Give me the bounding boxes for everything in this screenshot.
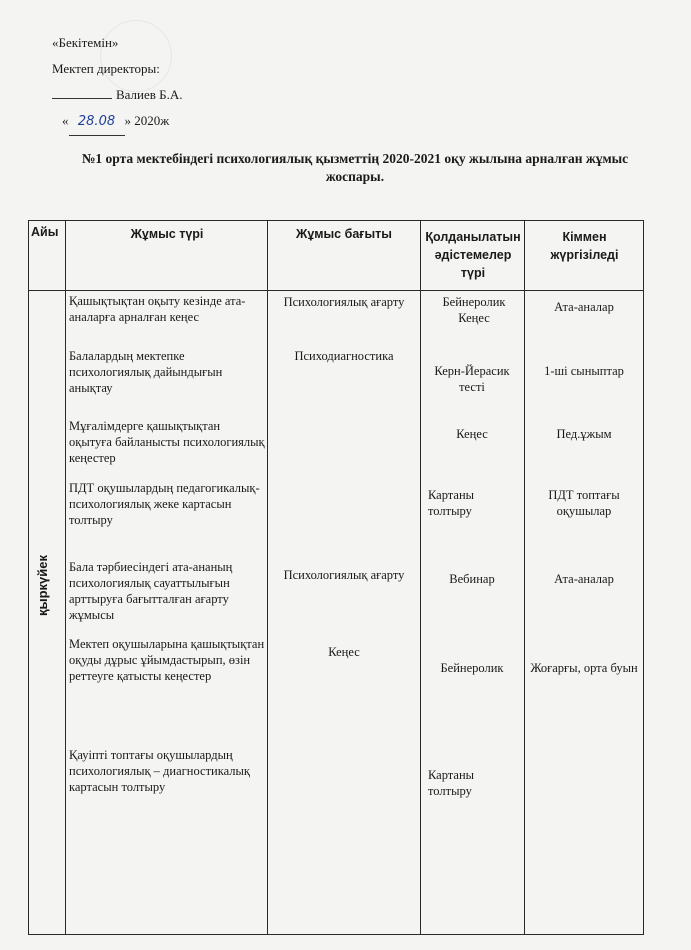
row5-audience: Ата-аналар xyxy=(554,572,614,586)
month-cell xyxy=(30,530,54,640)
row4-method: Картаны толтыру xyxy=(428,488,475,518)
signer-name: Валиев Б.А. xyxy=(116,87,183,102)
row4-work-type: ПДТ оқушылардың педагогикалық-психологиялық жеке картасын толтыру xyxy=(69,481,260,527)
header-methods: Қолданылатын әдістемелер түрі xyxy=(425,230,521,280)
row7-method: Картаны толтыру xyxy=(428,768,475,798)
date-suffix: » 2020ж xyxy=(124,113,170,128)
signer-line xyxy=(52,82,183,108)
row6-direction: Кеңес xyxy=(328,645,360,659)
header-direction: Жұмыс бағыты xyxy=(296,227,392,241)
signature-line xyxy=(52,86,112,99)
header-audience: Кіммен жүргізіледі xyxy=(550,230,619,262)
approve-label: «Бекітемін» xyxy=(52,35,119,50)
row6-work-type: Мектеп оқушыларына қашықтықтан оқуды дұрыс ұйымдастырып, өзін реттеуге қатысты кеңестер xyxy=(69,637,265,683)
handwritten-date: 28.08 xyxy=(69,109,125,136)
row1-audience: Ата-аналар xyxy=(554,300,614,314)
row5-method: Вебинар xyxy=(449,572,495,586)
row5-direction: Психологиялық ағарту xyxy=(283,568,405,582)
header-work-type: Жұмыс түрі xyxy=(130,227,204,241)
director-role: Мектеп директоры: xyxy=(52,61,160,76)
row6-audience: Жоғарғы, орта буын xyxy=(530,661,638,675)
row1-method: Бейнеролик Кеңес xyxy=(442,295,506,325)
row1-direction: Психологиялық ағарту xyxy=(283,295,405,309)
row4-audience: ПДТ топтағы оқушылар xyxy=(548,488,620,518)
row2-direction: Психодиагностика xyxy=(294,349,394,363)
row5-work-type: Бала тәрбиесіндегі ата-ананың психологиялық сауаттылығын арттыруға бағытталған ағарту жұмысы xyxy=(69,560,233,622)
approval-date xyxy=(52,108,183,136)
date-prefix: « xyxy=(62,113,69,128)
row7-work-type: Қауіпті топтағы оқушылардың психологиялық – диагностикалық картасын толтыру xyxy=(69,748,250,794)
row3-method: Кеңес xyxy=(456,427,488,441)
row2-work-type: Балалардың мектепке психологиялық дайындығын анықтау xyxy=(69,349,223,395)
row1-work-type: Қашықтықтан оқыту кезінде ата-аналарға арналған кеңес xyxy=(69,294,246,324)
row2-method: Керн-Йерасик тесті xyxy=(434,364,510,394)
month-label: қыркүйек xyxy=(34,554,50,616)
approval-block xyxy=(52,30,183,136)
row3-work-type: Мұғалімдерге қашықтықтан оқытуға байланысты психологиялық кеңестер xyxy=(69,419,265,465)
header-month: Айы xyxy=(31,225,59,239)
row3-audience: Пед.ұжым xyxy=(556,427,612,441)
page-title: №1 орта мектебіндегі психологиялық қызметтің 2020-2021 оқу жылына арналған жұмыс жоспары. xyxy=(81,151,629,184)
row2-audience: 1-ші сыныптар xyxy=(544,364,624,378)
row6-method: Бейнеролик xyxy=(440,661,504,675)
